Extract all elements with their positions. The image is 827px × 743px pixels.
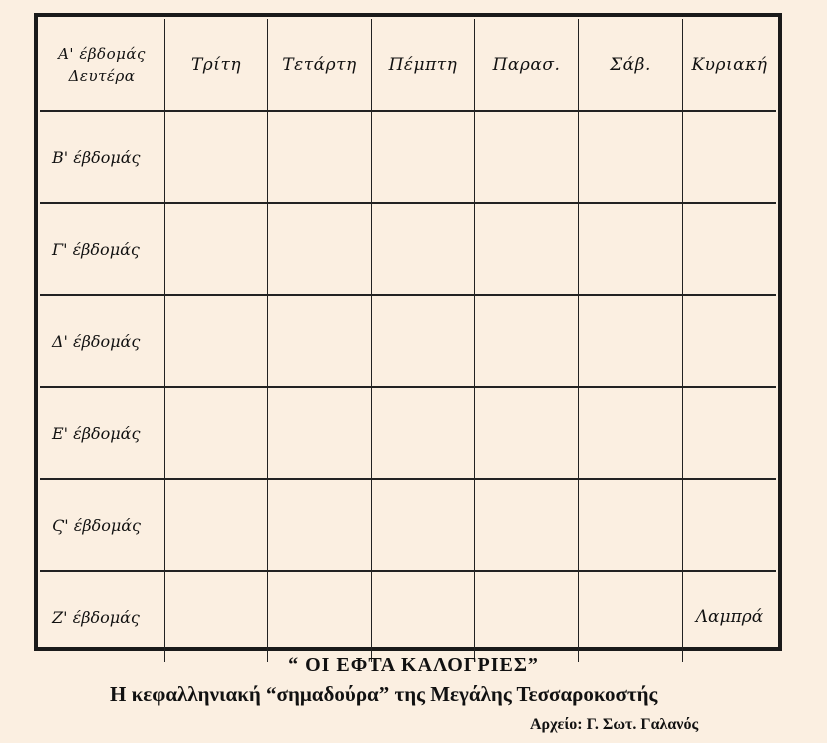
day-cell [579, 388, 683, 480]
day-cell [372, 112, 475, 204]
week-row [40, 572, 776, 662]
lent-calendar-table [34, 13, 782, 651]
day-cell [683, 480, 776, 572]
week-label: Δ' έβδομάς [40, 296, 165, 388]
header-week1-monday [40, 19, 165, 112]
day-cell [683, 296, 776, 388]
day-cell [683, 204, 776, 296]
day-cell [579, 204, 683, 296]
caption-title: “ ΟΙ ΕΦΤΑ ΚΑΛΟΓΡΙΕΣ” [288, 654, 539, 676]
day-cell [683, 388, 776, 480]
easter-cell: Λαμπρά [695, 607, 764, 627]
day-cell [372, 388, 475, 480]
day-cell [475, 112, 579, 204]
day-cell [268, 572, 372, 662]
day-cell [579, 480, 683, 572]
caption-subtitle: Η κεφαλληνιακή “σημαδούρα” της Μεγάλης Τεσσαροκοστής [110, 682, 658, 706]
day-cell [165, 572, 268, 662]
header-row [40, 19, 776, 112]
day-cell [475, 296, 579, 388]
day-cell [268, 388, 372, 480]
day-cell [579, 112, 683, 204]
week-label: Ε' έβδομάς [40, 388, 165, 480]
week-row [40, 112, 776, 204]
calendar-grid [40, 19, 776, 662]
day-cell [165, 480, 268, 572]
day-cell [372, 572, 475, 662]
week-label: Β' έβδομάς [40, 112, 165, 204]
header-day-wednesday: Τετάρτη [268, 19, 372, 112]
week-row [40, 296, 776, 388]
day-cell [268, 296, 372, 388]
day-cell [268, 480, 372, 572]
header-day-tuesday: Τρίτη [165, 19, 268, 112]
day-cell [475, 480, 579, 572]
day-cell [475, 388, 579, 480]
day-cell [165, 388, 268, 480]
day-cell [165, 112, 268, 204]
week-label: Γ' έβδομάς [40, 204, 165, 296]
day-cell [475, 572, 579, 662]
header-day-friday: Παρασ. [475, 19, 579, 112]
day-cell [165, 296, 268, 388]
header-week1-label: Α' έβδομάς [58, 44, 146, 63]
week-row [40, 204, 776, 296]
week-label: Ζ' έβδομάς [40, 572, 165, 662]
header-day-saturday: Σάβ. [579, 19, 683, 112]
week-row [40, 480, 776, 572]
day-cell [268, 112, 372, 204]
week-row [40, 388, 776, 480]
day-cell [268, 204, 372, 296]
header-monday-label: Δευτέρα [68, 66, 136, 85]
day-cell [683, 112, 776, 204]
day-cell [372, 204, 475, 296]
day-cell [475, 204, 579, 296]
day-cell [165, 204, 268, 296]
day-cell [372, 480, 475, 572]
day-cell [579, 572, 683, 662]
header-day-sunday: Κυριακή [683, 19, 776, 112]
week-label: Ϛ' έβδομάς [40, 480, 165, 572]
day-cell [372, 296, 475, 388]
caption-archive-credit: Αρχείο: Γ. Σωτ. Γαλανός [530, 716, 699, 733]
header-day-thursday: Πέμπτη [372, 19, 475, 112]
day-cell [579, 296, 683, 388]
